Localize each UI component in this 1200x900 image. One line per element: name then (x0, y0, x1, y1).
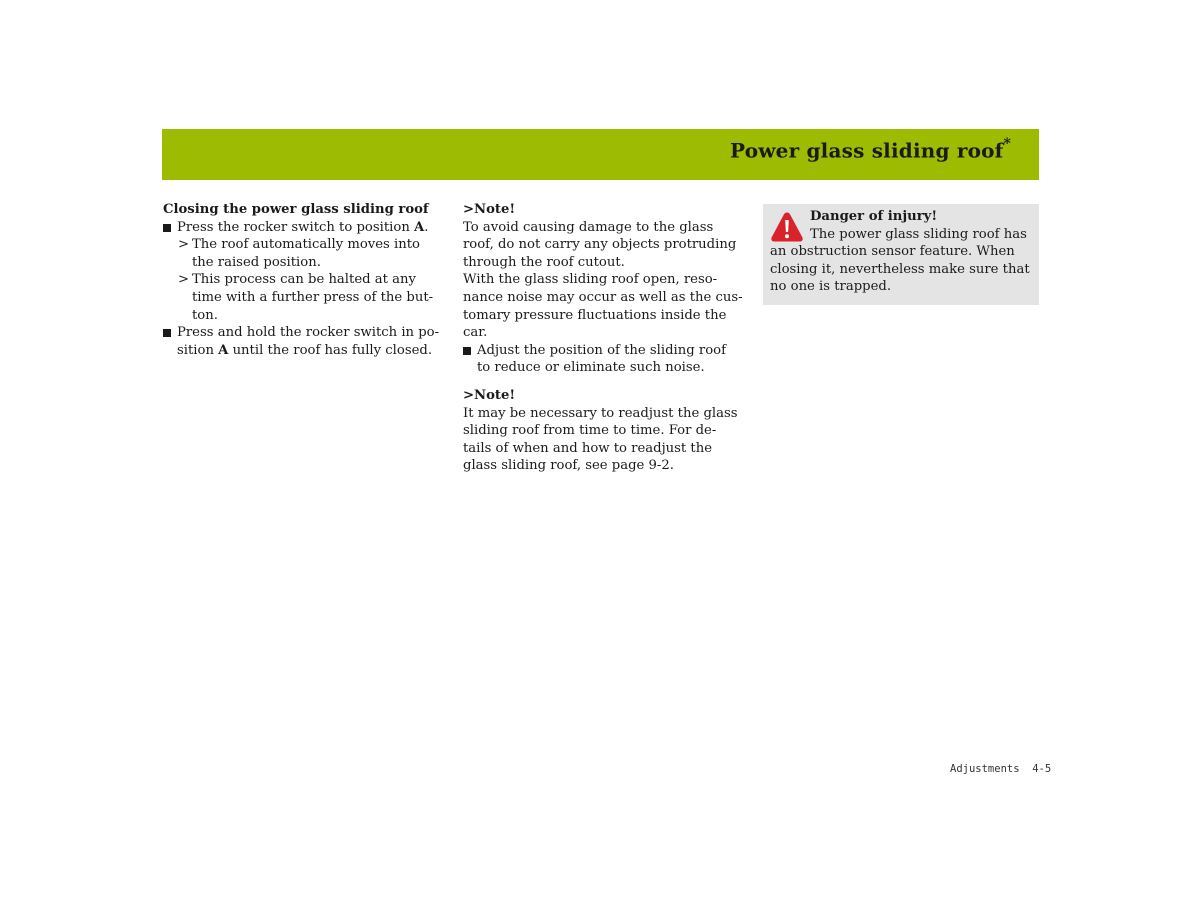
note-text: With the glass sliding roof open, reso- (463, 272, 718, 288)
result-item-continued: the raised position. (192, 254, 321, 270)
warning-text: The power glass sliding roof has (810, 226, 1027, 242)
note-text: sliding roof from time to time. For de- (463, 423, 717, 439)
result-marker: > (178, 237, 190, 253)
middle-column (463, 201, 748, 475)
warning-text: an obstruction sensor feature. When (770, 244, 1015, 260)
warning-heading: Danger of injury! (810, 209, 938, 224)
instruction-step: Press and hold the rocker switch in po- (163, 324, 448, 342)
bullet-square-icon (163, 224, 171, 232)
result-item: > The roof automatically moves into (178, 237, 420, 253)
note-text: tomary pressure fluctuations inside the (463, 307, 727, 323)
note-heading: >Note! (463, 202, 516, 217)
note-text: through the roof cutout. (463, 254, 625, 270)
result-marker: > (178, 272, 190, 288)
title-asterisk: * (1003, 136, 1011, 152)
note-text: car. (463, 325, 488, 341)
warning-text: no one is trapped. (770, 279, 892, 295)
bullet-square-icon (163, 329, 171, 337)
footer-section: Adjustments (950, 763, 1020, 775)
note-text: tails of when and how to readjust the (463, 440, 713, 456)
instruction-step: Press the rocker switch to position A. (163, 219, 448, 237)
result-item: > This process can be halted at any (178, 272, 416, 288)
note-text: nance noise may occur as well as the cus- (463, 289, 743, 305)
result-item-continued: time with a further press of the but- (192, 289, 434, 305)
left-column (163, 201, 448, 359)
instruction-step-continued: sition A until the roof has fully closed. (177, 342, 433, 358)
instruction-step-continued: to reduce or eliminate such noise. (477, 360, 705, 376)
note-text: glass sliding roof, see page 9-2. (463, 458, 674, 474)
note-heading: >Note! (463, 387, 516, 403)
page-title: Power glass sliding roof* (730, 136, 1011, 163)
warning-box (763, 204, 1039, 305)
note-text: roof, do not carry any objects protruding (463, 237, 737, 253)
header-bar (162, 129, 1039, 180)
section-heading: Closing the power glass sliding roof (163, 202, 429, 217)
warning-text: closing it, nevertheless make sure that (770, 261, 1030, 277)
note-text: It may be necessary to readjust the glass (463, 405, 738, 421)
bullet-square-icon (463, 347, 471, 355)
result-item-continued: ton. (192, 307, 218, 323)
note-text: To avoid causing damage to the glass (463, 219, 714, 235)
page-number: 4-5 (1032, 763, 1052, 775)
page-footer (950, 763, 1051, 775)
instruction-step: Adjust the position of the sliding roof (463, 342, 748, 360)
